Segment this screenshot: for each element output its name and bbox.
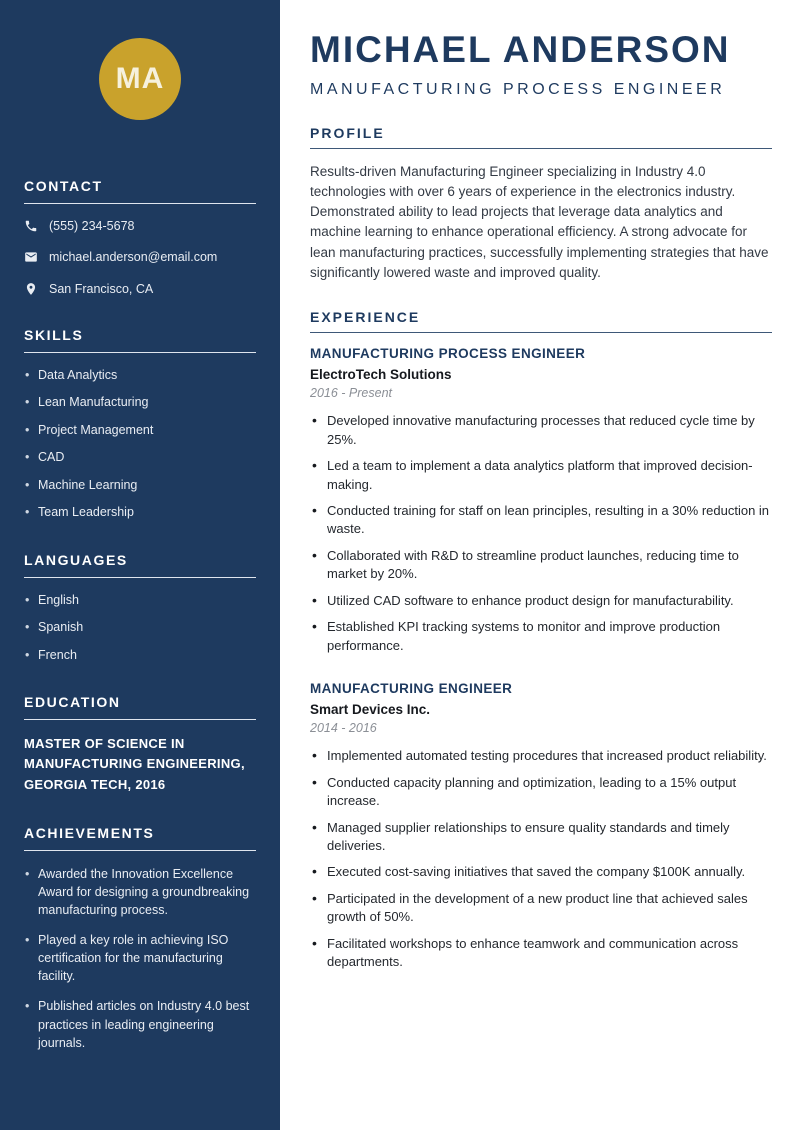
main-content — [280, 0, 800, 1130]
job-bullet: • Implemented automated testing procedures that increased product reliability. — [310, 747, 772, 765]
language-item: • Spanish — [24, 619, 256, 637]
skill-item: • CAD — [24, 449, 256, 467]
education-degree: MASTER OF SCIENCE IN MANUFACTURING ENGINEERING, GEORGIA TECH, 2016 — [24, 736, 245, 792]
candidate-job-title: MANUFACTURING PROCESS ENGINEER — [310, 80, 726, 98]
job-bullet: • Developed innovative manufacturing processes that reduced cycle time by 25%. — [310, 412, 772, 449]
job-dates: 2014 - 2016 — [310, 721, 377, 736]
job-bullet: • Collaborated with R&D to streamline product launches, reducing time to market by 20%. — [310, 547, 772, 584]
language-item: • French — [24, 647, 256, 665]
languages-section — [24, 552, 256, 665]
education-section — [24, 694, 256, 794]
education-section-title: EDUCATION — [24, 694, 256, 720]
job-entry — [310, 681, 772, 972]
job-dates: 2016 - Present — [310, 386, 392, 401]
achievement-item: • Awarded the Innovation Excellence Award for designing a groundbreaking manufacturing process. — [24, 865, 256, 919]
skill-item: • Team Leadership — [24, 504, 256, 522]
location-icon — [24, 282, 38, 296]
email-icon — [24, 250, 38, 264]
contact-phone-text: (555) 234-5678 — [49, 219, 135, 233]
skill-item: • Machine Learning — [24, 477, 256, 495]
phone-icon — [24, 219, 38, 233]
skills-list — [24, 367, 256, 522]
job-bullet: • Utilized CAD software to enhance product design for manufacturability. — [310, 592, 772, 610]
job-entry — [310, 346, 772, 655]
contact-item-email — [24, 249, 256, 265]
job-bullet: • Conducted training for staff on lean principles, resulting in a 30% reduction in waste. — [310, 502, 772, 539]
job-bullet: • Conducted capacity planning and optimization, leading to a 15% output increase. — [310, 774, 772, 811]
achievements-list — [24, 865, 256, 1052]
avatar-wrap — [24, 38, 256, 120]
job-bullet: • Led a team to implement a data analytics platform that improved decision-making. — [310, 457, 772, 494]
job-bullet-list — [310, 747, 772, 972]
profile-section — [310, 125, 772, 284]
contact-item-phone — [24, 218, 256, 234]
experience-section-title: EXPERIENCE — [310, 309, 772, 333]
achievement-item: • Published articles on Industry 4.0 best practices in leading engineering journals. — [24, 997, 256, 1051]
job-bullet-list — [310, 412, 772, 655]
job-bullet: • Participated in the development of a new product line that achieved sales growth of 50%. — [310, 890, 772, 927]
skill-item: • Lean Manufacturing — [24, 394, 256, 412]
achievement-item: • Played a key role in achieving ISO certification for the manufacturing facility. — [24, 931, 256, 985]
sidebar — [0, 0, 280, 1130]
skills-section-title: SKILLS — [24, 327, 256, 353]
job-role: MANUFACTURING ENGINEER — [310, 681, 513, 697]
candidate-name: MICHAEL ANDERSON — [310, 29, 731, 70]
skill-item: • Project Management — [24, 422, 256, 440]
achievements-section-title: ACHIEVEMENTS — [24, 825, 256, 851]
achievements-section — [24, 825, 256, 1052]
avatar — [99, 38, 181, 120]
languages-section-title: LANGUAGES — [24, 552, 256, 578]
job-role: MANUFACTURING PROCESS ENGINEER — [310, 346, 586, 362]
contact-section — [24, 178, 256, 297]
job-bullet: • Facilitated workshops to enhance teamwork and communication across departments. — [310, 935, 772, 972]
avatar-initials: MA — [115, 62, 165, 95]
job-company: Smart Devices Inc. — [310, 702, 431, 718]
contact-item-location — [24, 281, 256, 297]
job-company: ElectroTech Solutions — [310, 367, 452, 383]
languages-list — [24, 592, 256, 665]
experience-section — [310, 309, 772, 972]
skill-item: • Data Analytics — [24, 367, 256, 385]
job-bullet: • Established KPI tracking systems to monitor and improve production performance. — [310, 618, 772, 655]
job-bullet: • Executed cost-saving initiatives that saved the company $100K annually. — [310, 863, 772, 881]
contact-email-text: michael.anderson@email.com — [49, 250, 218, 265]
job-bullet: • Managed supplier relationships to ensure quality standards and timely deliveries. — [310, 819, 772, 856]
skills-section — [24, 327, 256, 522]
language-item: • English — [24, 592, 256, 610]
profile-section-title: PROFILE — [310, 125, 772, 149]
contact-section-title: CONTACT — [24, 178, 256, 204]
contact-location-text: San Francisco, CA — [49, 281, 154, 296]
profile-text: Results-driven Manufacturing Engineer specializing in Industry 4.0 technologies with over 6 years of experience in the electronics industry. Demonstrated ability to lead projects that leverage data analytics and machine learning to enhance operational efficiency. A strong advocate for lean manufacturing practices, successfully implementing strategies that have significantly lowered waste and improved quality. — [310, 163, 769, 280]
